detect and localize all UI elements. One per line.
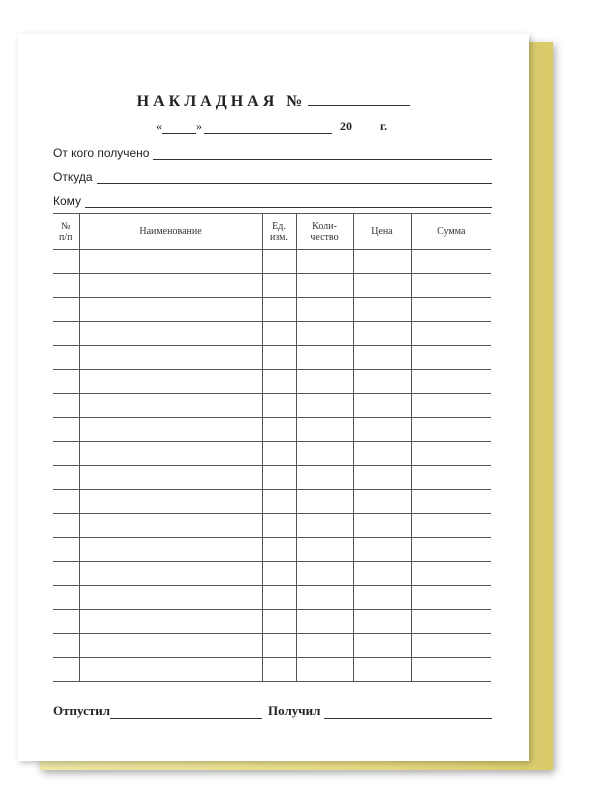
table-cell	[411, 370, 491, 394]
table-cell	[353, 322, 411, 346]
table-cell	[262, 466, 296, 490]
table-cell	[53, 610, 79, 634]
table-cell	[353, 250, 411, 274]
table-cell	[411, 418, 491, 442]
table-cell	[53, 298, 79, 322]
table-cell	[79, 610, 262, 634]
from-field-row	[53, 142, 492, 160]
table-cell	[79, 394, 262, 418]
table-cell	[296, 250, 353, 274]
table-cell	[79, 562, 262, 586]
table-cell	[262, 274, 296, 298]
header-number	[53, 214, 79, 250]
table-cell	[411, 442, 491, 466]
table-cell	[353, 658, 411, 682]
table-cell	[353, 298, 411, 322]
table-cell	[262, 538, 296, 562]
table-cell	[411, 322, 491, 346]
table-row	[53, 322, 491, 346]
table-cell	[53, 490, 79, 514]
table-cell	[53, 634, 79, 658]
table-cell	[53, 346, 79, 370]
date-close-quote: »	[196, 119, 202, 133]
table-row	[53, 274, 491, 298]
table-row	[53, 514, 491, 538]
table-cell	[296, 562, 353, 586]
table-cell	[53, 514, 79, 538]
table-cell	[353, 466, 411, 490]
header-quantity	[296, 214, 353, 250]
table-cell	[296, 298, 353, 322]
table-cell	[262, 418, 296, 442]
where-field-row	[53, 166, 492, 184]
table-cell	[353, 346, 411, 370]
invoice-form-sheet	[18, 34, 529, 761]
table-cell	[53, 274, 79, 298]
year-prefix: 20	[340, 119, 352, 133]
to-field-row	[53, 190, 492, 208]
header-quantity-line1: Коли-	[312, 220, 337, 232]
table-cell	[79, 490, 262, 514]
table-cell	[353, 394, 411, 418]
table-cell	[296, 634, 353, 658]
table-cell	[353, 490, 411, 514]
table-row	[53, 418, 491, 442]
table-row	[53, 394, 491, 418]
table-row	[53, 586, 491, 610]
header-unit-line2: изм.	[270, 231, 288, 243]
date-row	[156, 118, 387, 134]
table-cell	[296, 442, 353, 466]
table-cell	[353, 418, 411, 442]
table-cell	[79, 514, 262, 538]
table-cell	[262, 514, 296, 538]
table-cell	[353, 634, 411, 658]
table-cell	[262, 562, 296, 586]
goods-table	[53, 213, 491, 682]
month-blank-line	[204, 121, 332, 134]
table-cell	[411, 562, 491, 586]
table-row	[53, 346, 491, 370]
table-cell	[79, 658, 262, 682]
table-cell	[53, 442, 79, 466]
table-cell	[411, 610, 491, 634]
table-cell	[353, 514, 411, 538]
table-header-row	[53, 214, 491, 250]
table-cell	[53, 370, 79, 394]
from-label: От кого получено	[53, 146, 150, 160]
header-number-line2: п/п	[59, 231, 73, 243]
table-cell	[53, 562, 79, 586]
table-row	[53, 370, 491, 394]
released-label: Отпустил	[53, 703, 111, 718]
table-cell	[296, 418, 353, 442]
table-cell	[353, 586, 411, 610]
form-title	[18, 91, 529, 111]
table-cell	[411, 274, 491, 298]
table-cell	[411, 394, 491, 418]
table-cell	[411, 466, 491, 490]
header-number-line1: №	[60, 220, 71, 232]
table-cell	[53, 466, 79, 490]
table-cell	[53, 250, 79, 274]
table-cell	[262, 394, 296, 418]
header-name: Наименование	[79, 214, 262, 250]
table-cell	[79, 322, 262, 346]
table-cell	[296, 586, 353, 610]
table-cell	[79, 274, 262, 298]
table-row	[53, 466, 491, 490]
header-quantity-line2: чество	[310, 231, 339, 243]
table-cell	[353, 442, 411, 466]
table-cell	[296, 394, 353, 418]
table-cell	[262, 322, 296, 346]
table-cell	[79, 418, 262, 442]
table-cell	[79, 538, 262, 562]
header-unit-line1: Ед.	[272, 220, 286, 232]
year-suffix: г.	[380, 119, 388, 133]
table-cell	[262, 250, 296, 274]
to-label: Кому	[53, 194, 82, 208]
table-cell	[411, 250, 491, 274]
table-row	[53, 634, 491, 658]
table-cell	[262, 490, 296, 514]
table-row	[53, 658, 491, 682]
where-label: Откуда	[53, 170, 93, 184]
table-body	[53, 250, 491, 682]
header-unit	[262, 214, 296, 250]
table-cell	[353, 538, 411, 562]
table-cell	[411, 490, 491, 514]
signature-row	[53, 701, 492, 719]
table-cell	[353, 610, 411, 634]
table-cell	[53, 658, 79, 682]
table-cell	[296, 370, 353, 394]
table-cell	[296, 514, 353, 538]
invoice-number-line	[308, 91, 410, 106]
table-cell	[53, 418, 79, 442]
table-cell	[411, 538, 491, 562]
table-cell	[79, 250, 262, 274]
table-cell	[79, 370, 262, 394]
table-cell	[296, 658, 353, 682]
table-cell	[296, 466, 353, 490]
table-cell	[79, 346, 262, 370]
table-cell	[53, 322, 79, 346]
table-row	[53, 442, 491, 466]
table-cell	[79, 466, 262, 490]
table-cell	[296, 346, 353, 370]
table-cell	[53, 538, 79, 562]
table-cell	[296, 538, 353, 562]
table-row	[53, 610, 491, 634]
table-cell	[296, 610, 353, 634]
to-blank-line	[85, 195, 492, 208]
where-blank-line	[97, 171, 493, 184]
table-cell	[296, 274, 353, 298]
table-cell	[53, 394, 79, 418]
table-cell	[411, 658, 491, 682]
table-row	[53, 490, 491, 514]
from-blank-line	[153, 147, 492, 160]
form-title-text: НАКЛАДНАЯ №	[136, 93, 307, 110]
table-cell	[262, 346, 296, 370]
received-signature-line	[324, 706, 492, 719]
table-cell	[411, 634, 491, 658]
table-cell	[411, 514, 491, 538]
table-cell	[79, 586, 262, 610]
table-cell	[296, 490, 353, 514]
date-open-quote: «	[156, 119, 162, 133]
header-sum: Сумма	[411, 214, 491, 250]
table-cell	[411, 586, 491, 610]
table-cell	[53, 586, 79, 610]
released-signature-line	[110, 706, 262, 719]
table-row	[53, 562, 491, 586]
table-cell	[411, 346, 491, 370]
table-row	[53, 298, 491, 322]
table-cell	[262, 610, 296, 634]
table-cell	[353, 562, 411, 586]
table-cell	[79, 298, 262, 322]
table-cell	[262, 298, 296, 322]
table-row	[53, 538, 491, 562]
table-cell	[262, 634, 296, 658]
table-cell	[353, 370, 411, 394]
table-cell	[262, 370, 296, 394]
table-row	[53, 250, 491, 274]
header-price: Цена	[353, 214, 411, 250]
table-cell	[411, 298, 491, 322]
table-cell	[262, 658, 296, 682]
table-cell	[353, 274, 411, 298]
table-cell	[262, 586, 296, 610]
table-cell	[262, 442, 296, 466]
table-cell	[79, 442, 262, 466]
table-cell	[79, 634, 262, 658]
day-blank-line	[162, 121, 196, 134]
table-cell	[296, 322, 353, 346]
received-label: Получил	[268, 703, 321, 718]
